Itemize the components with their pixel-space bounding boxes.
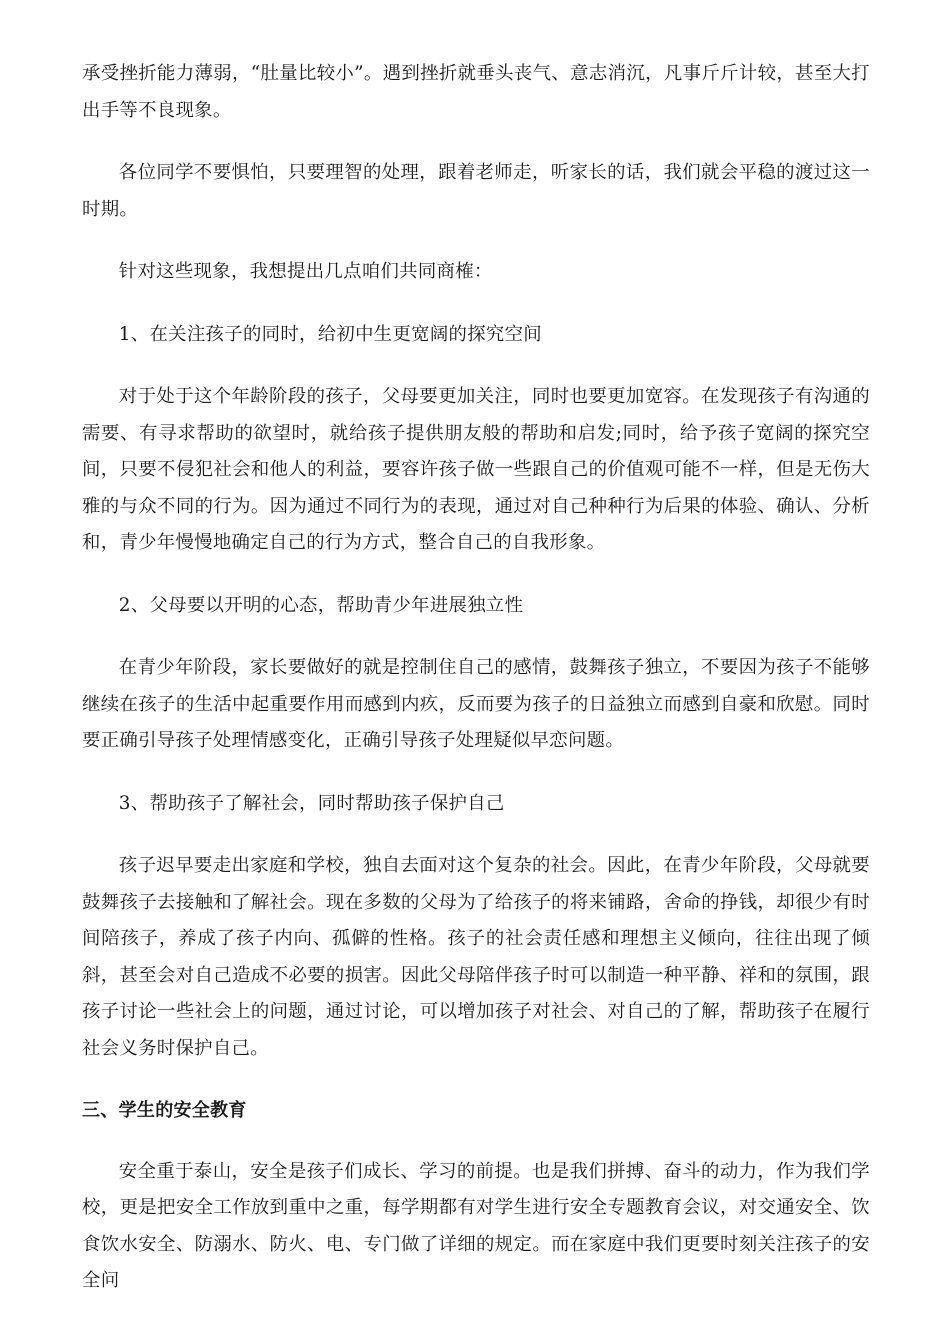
paragraph-point-1-body: 对于处于这个年龄阶段的孩子，父母要更加关注，同时也要更加宽容。在发现孩子有沟通的需要、有寻求帮助的欲望时，就给孩子提供朋友般的帮助和启发;同时，给予孩子宽阔的探究空间，只要不侵犯社会和他人的利益，要容许孩子做一些跟自己的价值观可能不一样，但是无伤大雅的与众不同的行为。因为通过不同行为的表现，通过对自己种种行为后果的体验、确认、分析和，青少年慢慢地确定自己的行为方式，整合自己的自我形象。 — [82, 386, 870, 553]
paragraph-point-3-body: 孩子迟早要走出家庭和学校，独自去面对这个复杂的社会。因此，在青少年阶段，父母就要鼓舞孩子去接触和了解社会。现在多数的父母为了给孩子的将来铺路，舍命的挣钱，却很少有时间陪孩子，养成了孩子内向、孤僻的性格。孩子的社会责任感和理想主义倾向，往往出现了倾斜，甚至会对自己造成不必要的损害。因此父母陪伴孩子时可以制造一种平静、祥和的氛围，跟孩子讨论一些社会上的问题，通过讨论，可以增加孩子对社会、对自己的了解，帮助孩子在履行社会义务时保护自己。 — [82, 855, 870, 1059]
paragraph-intro-suggestions: 针对这些现象，我想提出几点咱们共同商榷： — [118, 261, 493, 282]
subheading-point-2: 2、父母要以开明的心态，帮助青少年进展独立性 — [118, 594, 524, 616]
paragraph-continuation: 承受挫折能力薄弱，“肚量比较小”。遇到挫折就垂头丧气、意志消沉，凡事斤斤计较，甚至大打出手等不良现象。 — [82, 63, 870, 121]
subheading-point-3: 3、帮助孩子了解社会，同时帮助孩子保护自己 — [118, 792, 505, 814]
subheading-point-1: 1、在关注孩子的同时，给初中生更宽阔的探究空间 — [118, 323, 542, 345]
section-heading: 三、学生的安全教育 — [82, 1100, 247, 1121]
paragraph-safety-intro: 安全重于泰山，安全是孩子们成长、学习的前提。也是我们拼搏、奋斗的动力，作为我们学校，更是把安全工作放到重中之重，每学期都有对学生进行安全专题教育会议，对交通安全、饮食饮水安全、防溺水、防火、电、专门做了详细的规定。而在家庭中我们更要时刻关注孩子的安全问 — [82, 1160, 870, 1291]
paragraph-point-2-body: 在青少年阶段，家长要做好的就是控制住自己的感情，鼓舞孩子独立，不要因为孩子不能够继续在孩子的生活中起重要作用而感到内疚，反而要为孩子的日益独立而感到自豪和欣慰。同时要正确引导孩子处理情感变化，正确引导孩子处理疑似早恋问题。 — [82, 657, 870, 751]
document-page — [82, 56, 870, 1326]
paragraph-encouragement: 各位同学不要惧怕，只要理智的处理，跟着老师走，听家长的话，我们就会平稳的渡过这一时期。 — [82, 162, 870, 220]
